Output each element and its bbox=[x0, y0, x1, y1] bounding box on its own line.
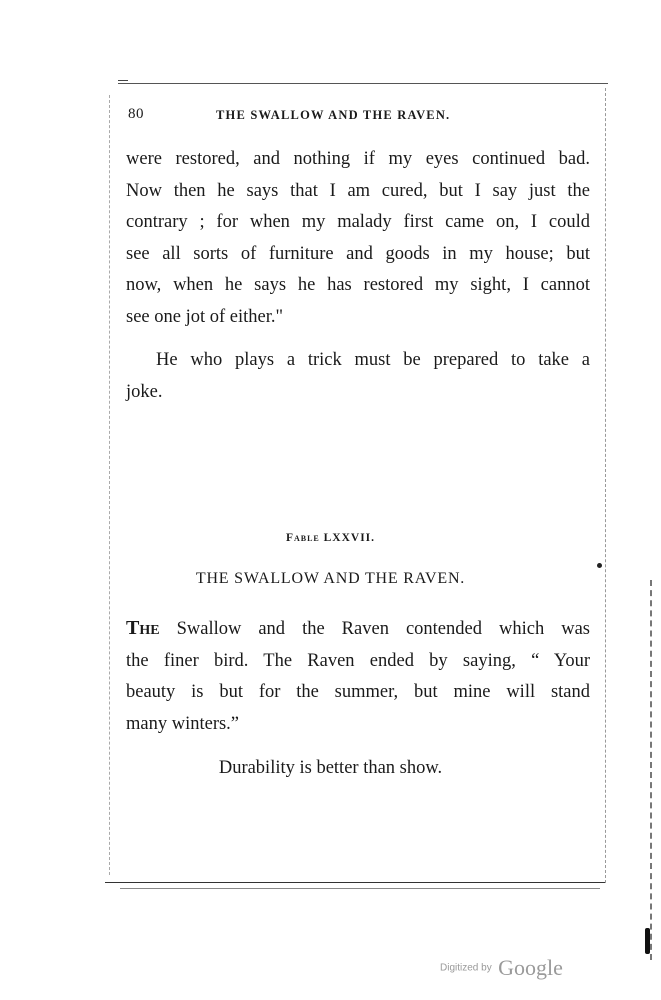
moral-paragraph bbox=[126, 345, 590, 408]
text-line: the finer bird. The Raven ended by saying, “ Your bbox=[126, 650, 590, 671]
google-logo: Google bbox=[498, 955, 563, 980]
page-number: 80 bbox=[128, 106, 144, 122]
ink-dot bbox=[597, 563, 602, 568]
text-line: see one jot of either." bbox=[126, 306, 284, 327]
scan-top-border bbox=[118, 83, 608, 84]
fable-paragraph bbox=[126, 613, 590, 740]
text-segment: Swallow and the Raven contended which was bbox=[159, 619, 590, 639]
fable-number bbox=[0, 532, 661, 544]
text-line: beauty is but for the summer, but mine will stand bbox=[126, 682, 590, 702]
scan-bottom-border-inner bbox=[120, 888, 600, 889]
text-line: Now then he says that I am cured, but I say just the bbox=[126, 180, 590, 201]
first-word: The bbox=[126, 617, 160, 639]
running-header bbox=[128, 106, 598, 128]
digitized-watermark bbox=[440, 955, 563, 981]
continued-paragraph bbox=[126, 144, 590, 333]
fable-title: THE SWALLOW AND THE RAVEN. bbox=[195, 570, 466, 587]
ink-blot bbox=[645, 928, 650, 954]
text-line: see all sorts of furniture and goods in my house; but bbox=[126, 243, 590, 264]
scan-edge-mark bbox=[118, 80, 128, 81]
running-title: THE SWALLOW AND THE RAVEN. bbox=[216, 108, 451, 122]
text-line: He who plays a trick must be prepared to take a bbox=[156, 350, 590, 370]
fable-number-text: Fable LXXVII. bbox=[285, 532, 376, 544]
text-line: contrary ; for when my malady first came on, I could bbox=[126, 212, 590, 232]
fable-moral: Durability is better than show. bbox=[218, 758, 443, 778]
text-line: many winters.” bbox=[126, 713, 240, 734]
text-line: were restored, and nothing if my eyes continued bad. bbox=[126, 149, 590, 169]
text-line bbox=[126, 613, 590, 646]
digitized-prefix: Digitized by bbox=[440, 962, 492, 974]
scan-bottom-border bbox=[105, 882, 605, 883]
text-line: joke. bbox=[126, 381, 163, 402]
text-line: now, when he says he has restored my sight, I cannot bbox=[126, 275, 590, 295]
